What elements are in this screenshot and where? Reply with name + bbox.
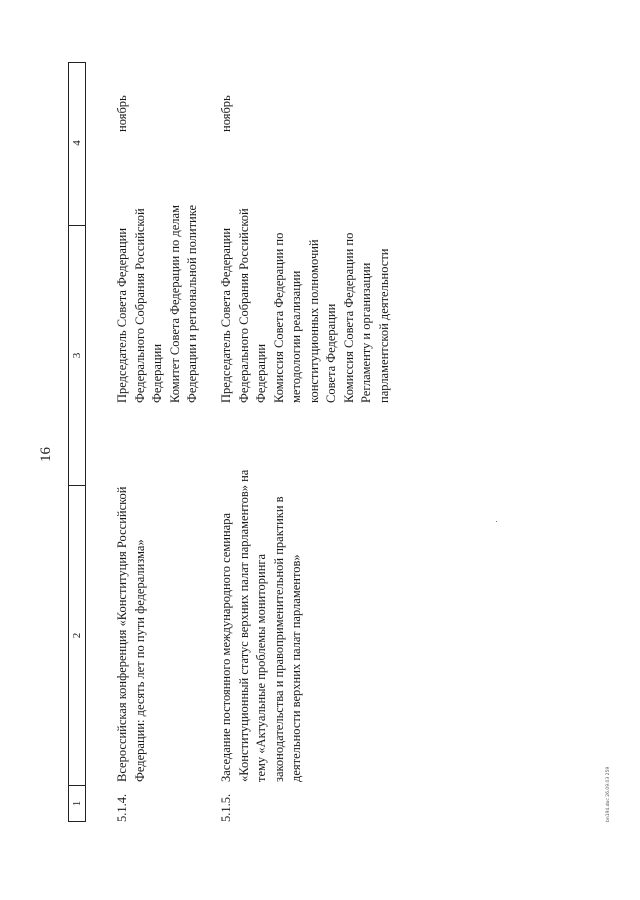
event-line: тему «Актуальные проблемы мониторинга [254, 553, 268, 782]
responsible-line: Федерации и региональной политике [185, 204, 199, 403]
responsible-line: Комитет Совета Федерации по делам [167, 204, 182, 403]
table-header [68, 62, 86, 822]
event-line: Федерации: десять лет по пути федерализма» [132, 539, 147, 782]
event-line: деятельности верхних палат парламентов» [289, 554, 303, 782]
page-number: 16 [38, 447, 54, 462]
header-cell-3: 3 [69, 225, 85, 485]
responsible-line: конституционных полномочий [306, 239, 321, 403]
responsible-line: Комиссия Совета Федерации по [341, 232, 356, 403]
footer-file-stamp: bn194.doc 26.09.03 259 [606, 766, 611, 822]
responsible-line: Совета Федерации [324, 303, 338, 403]
row-number: 5.1.5. [219, 793, 233, 822]
row-number: 5.1.4. [115, 793, 129, 822]
responsible-line: Председатель Совета Федерации [219, 227, 233, 403]
responsible-line: Комиссия Совета Федерации по [271, 232, 286, 403]
responsible-line: Федерации [150, 343, 164, 403]
header-cell-4: 4 [71, 140, 83, 146]
event-description [218, 469, 306, 782]
event-line: Всероссийская конференция «Конституция Российской [115, 486, 129, 782]
responsible-line: Регламенту и организации [359, 262, 373, 403]
responsible-line: парламентской деятельности [376, 248, 391, 403]
date: ноябрь [219, 95, 233, 132]
event-description [114, 482, 149, 782]
date: ноябрь [115, 95, 129, 132]
responsible-line: Федерального Собрания Российской [236, 208, 251, 403]
responsible-parties [218, 208, 393, 403]
event-line: законодательства и правоприменительной практики в [271, 496, 286, 782]
responsible-line: Федерации [254, 343, 268, 403]
responsible-line: Председатель Совета Федерации [115, 227, 129, 403]
event-line: Заседание постоянного международного семинара [219, 513, 233, 782]
header-cell-1: 1 [69, 785, 85, 821]
responsible-line: Федерального Собрания Российской [132, 208, 147, 403]
scan-speck [496, 521, 497, 522]
responsible-parties [114, 204, 202, 403]
responsible-line: методологии реализации [289, 270, 303, 403]
header-cell-2: 2 [69, 485, 85, 785]
event-line: «Конституционный статус верхних палат парламентов» на [236, 469, 251, 782]
